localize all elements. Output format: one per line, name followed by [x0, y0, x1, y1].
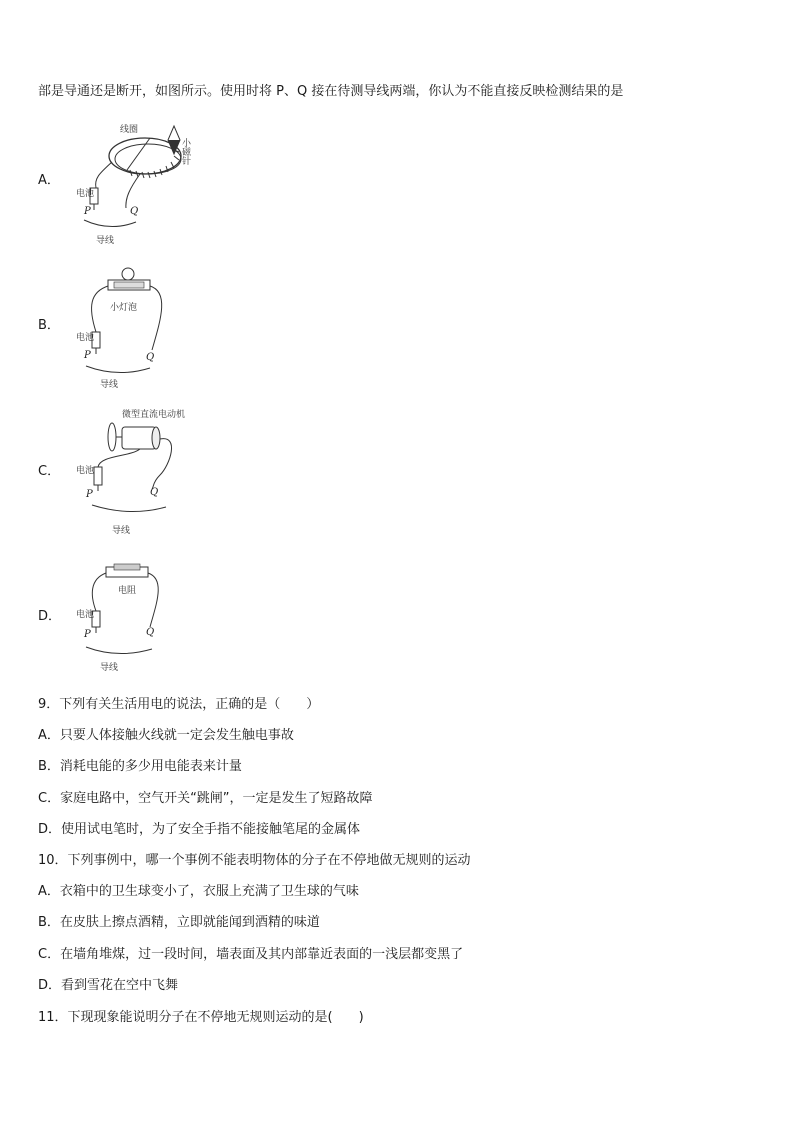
figure-d-resistor: [70, 555, 220, 680]
label-q-a: Q: [130, 206, 139, 217]
label-battery-b: 电池: [76, 333, 95, 343]
label-compass: 小磁针: [180, 138, 190, 165]
label-battery-a: 电池: [76, 189, 95, 199]
label-wire-c: 导线: [112, 526, 131, 536]
label-p-c: P: [86, 489, 93, 500]
label-motor: 微型直流电动机: [122, 410, 186, 420]
label-p-a: P: [84, 206, 91, 217]
option-b-label: B．: [38, 318, 60, 333]
label-q-c: Q: [150, 487, 159, 498]
option-d-label: D．: [38, 609, 62, 624]
question-8-continuation: 部是导通还是断开，如图所示。使用时将 P、Q 接在待测导线两端，你认为不能直接反映检测结果的是: [38, 84, 624, 99]
label-bulb: 小灯泡: [110, 303, 138, 313]
option-c-label: C．: [38, 464, 61, 479]
label-battery-d: 电池: [76, 610, 95, 620]
question-10-stem: 10．下列事例中，哪一个事例不能表明物体的分子在不停地做无规则的运动: [38, 853, 471, 868]
label-resistor: 电阻: [118, 586, 137, 596]
label-battery-c: 电池: [76, 466, 95, 476]
figure-c-motor: [70, 405, 240, 540]
option-a-label: A．: [38, 173, 60, 188]
question-10-option-d: D．看到雪花在空中飞舞: [38, 978, 179, 993]
label-p-d: P: [84, 629, 91, 640]
question-9-option-d: D．使用试电笔时，为了安全手指不能接触笔尾的金属体: [38, 822, 361, 837]
question-9-option-b: B．消耗电能的多少用电能表来计量: [38, 759, 242, 774]
question-11-stem: 11．下现现象能说明分子在不停地无规则运动的是( ): [38, 1010, 364, 1025]
label-wire-a: 导线: [96, 236, 115, 246]
question-9-option-a: A．只要人体接触火线就一定会发生触电事故: [38, 728, 294, 743]
label-p-b: P: [84, 350, 91, 361]
figure-b-bulb: [70, 262, 220, 392]
question-9-stem: 9．下列有关生活用电的说法，正确的是（ ）: [38, 697, 320, 712]
question-10-option-a: A．衣箱中的卫生球变小了，衣服上充满了卫生球的气味: [38, 884, 359, 899]
question-10-option-b: B．在皮肤上擦点酒精，立即就能闻到酒精的味道: [38, 915, 320, 930]
label-q-d: Q: [146, 627, 155, 638]
question-9-option-c: C．家庭电路中，空气开关“跳闸”，一定是发生了短路故障: [38, 791, 373, 806]
figure-a-coil-compass: [70, 118, 220, 248]
label-wire-d: 导线: [100, 663, 119, 673]
label-coil: 线圈: [120, 125, 139, 135]
question-10-option-c: C．在墙角堆煤，过一段时间，墙表面及其内部靠近表面的一浅层都变黑了: [38, 947, 464, 962]
label-wire-b: 导线: [100, 380, 119, 390]
label-q-b: Q: [146, 352, 155, 363]
